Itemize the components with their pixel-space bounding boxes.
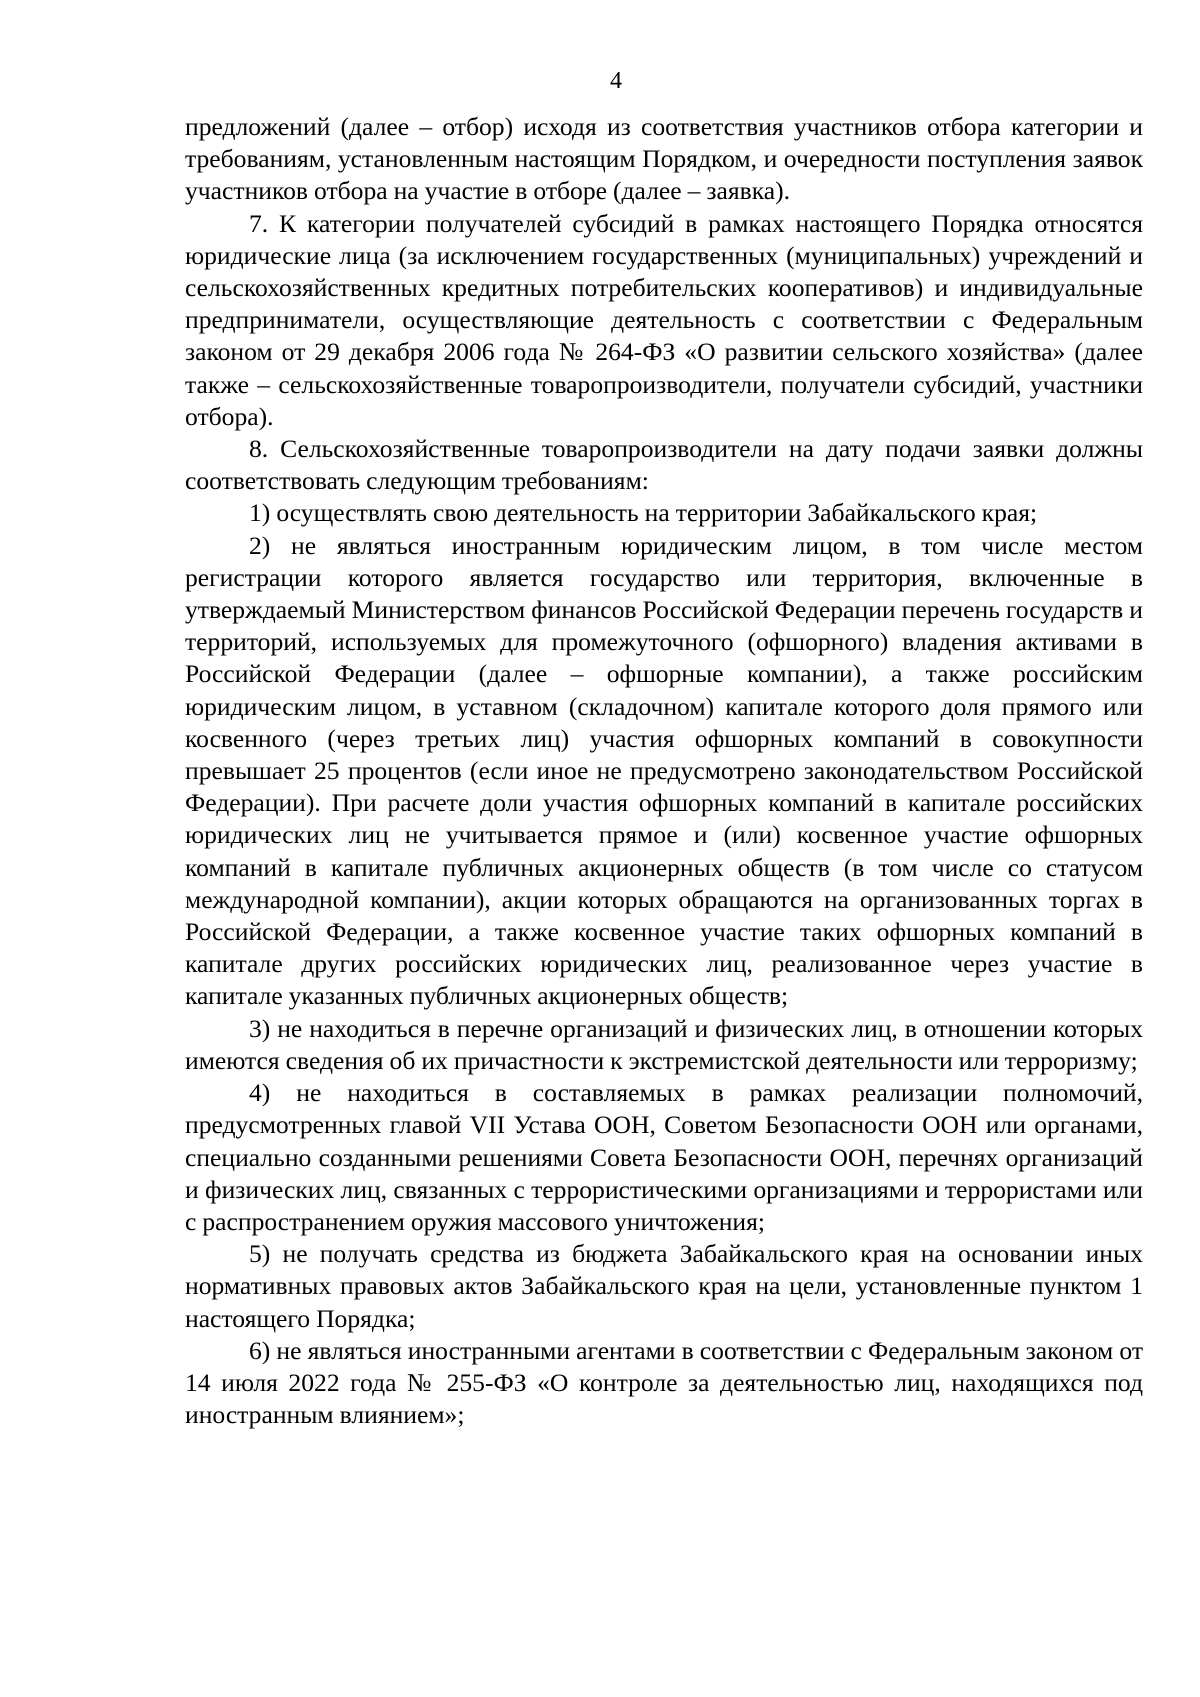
- paragraph-item-8: 8. Сельскохозяйственные товаропроизводители на дату подачи заявки должны соответствовать следующим требованиям:: [185, 434, 1143, 496]
- requirement-4: 4) не находиться в составляемых в рамках реализации полномочий, предусмотренных главой VII Устава ООН, Советом Безопасности ООН или органами, специально созданными решениями Совета Безопасности ООН, перечнях организаций и физических лиц, связанных с террористическими организациями и террористами или с распространением оружия массового уничтожения;: [185, 1078, 1143, 1236]
- paragraph-item-7: 7. К категории получателей субсидий в рамках настоящего Порядка относятся юридические лица (за исключением государственных (муниципальных) учреждений и сельскохозяйственных кредитных потребительских кооперативов) и индивидуальные предприниматели, осуществляющие деятельность с соответствии с Федеральным законом от 29 декабря 2006 года № 264-ФЗ «О развитии сельского хозяйства» (далее также – сельскохозяйственные товаропроизводители, получатели субсидий, участники отбора).: [185, 208, 1143, 431]
- requirement-5: 5) не получать средства из бюджета Забайкальского края на основании иных нормативных правовых актов Забайкальского края на цели, установленные пунктом 1 настоящего Порядка;: [185, 1239, 1143, 1333]
- document-body: [185, 111, 1143, 1431]
- requirement-1: 1) осуществлять свою деятельность на территории Забайкальского края;: [249, 498, 1038, 528]
- paragraph-continuation: предложений (далее – отбор) исходя из соответствия участников отбора категории и требованиям, установленным настоящим Порядком, и очередности поступления заявок участников отбора на участие в отборе (далее – заявка).: [185, 112, 1143, 206]
- requirement-3: 3) не находиться в перечне организаций и физических лиц, в отношении которых имеются сведения об их причастности к экстремистской деятельности или терроризму;: [185, 1013, 1143, 1075]
- requirement-2: 2) не являться иностранным юридическим лицом, в том числе местом регистрации которого является государство или территория, включенные в утверждаемый Министерством финансов Российской Федерации перечень государств и территорий, используемых для промежуточного (офшорного) владения активами в Российской Федерации (далее – офшорные компании), а также российским юридическим лицом, в уставном (складочном) капитале которого доля прямого или косвенного (через третьих лиц) участия офшорных компаний в совокупности превышает 25 процентов (если иное не предусмотрено законодательством Российской Федерации). При расчете доли участия офшорных компаний в капитале российских юридических лиц не учитывается прямое и (или) косвенное участие офшорных компаний в капитале публичных акционерных обществ (в том числе со статусом международной компании), акции которых обращаются на организованных торгах в Российской Федерации, а также косвенное участие таких офшорных компаний в капитале других российских юридических лиц, реализованное через участие в капитале указанных публичных акционерных обществ;: [185, 530, 1143, 1011]
- page-number: 4: [610, 68, 622, 94]
- requirement-6: 6) не являться иностранными агентами в соответствии с Федеральным законом от 14 июля 2022 года № 255-ФЗ «О контроле за деятельностью лиц, находящихся под иностранным влиянием»;: [185, 1335, 1143, 1430]
